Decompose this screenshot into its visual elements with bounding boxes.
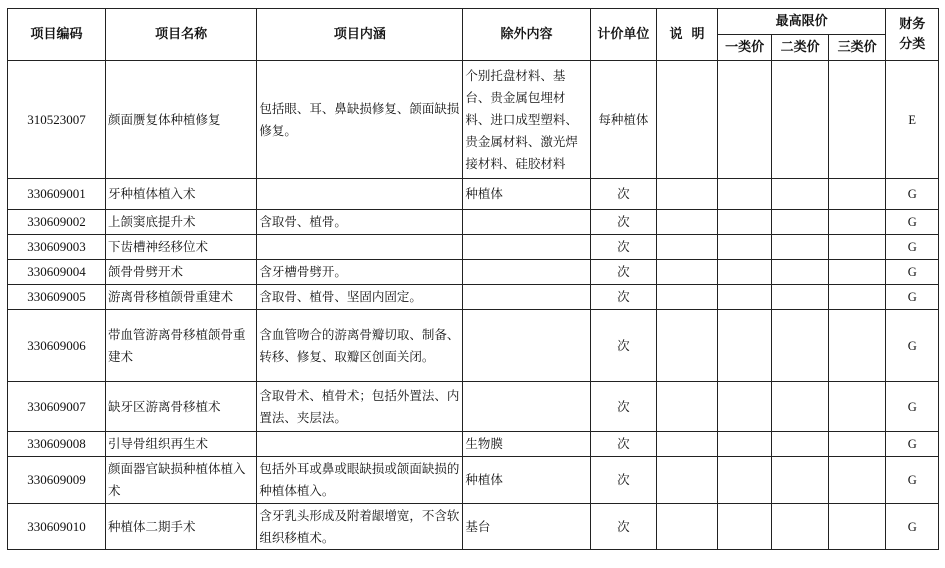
table-row: [8, 235, 939, 260]
cell-content: 含取骨、植骨、坚固内固定。: [257, 285, 463, 310]
header-class1: 一类价: [717, 35, 772, 61]
cell-code: 330609006: [8, 310, 106, 382]
cell-content: 包括外耳或鼻或眼缺损或颌面缺损的种植体植入。: [257, 457, 463, 504]
cell-note: [657, 504, 718, 550]
cell-content: [257, 179, 463, 210]
table-row: [8, 61, 939, 179]
cell-code: 330609009: [8, 457, 106, 504]
cell-class2: [772, 179, 829, 210]
cell-class3: [828, 210, 886, 235]
cell-name: 颜面赝复体种植修复: [105, 61, 256, 179]
cell-unit: 每种植体: [590, 61, 657, 179]
cell-code: 330609007: [8, 382, 106, 432]
cell-name: 上颌窦底提升术: [105, 210, 256, 235]
cell-class1: [717, 179, 772, 210]
cell-name: 种植体二期手术: [105, 504, 256, 550]
cell-name: 牙种植体植入术: [105, 179, 256, 210]
cell-unit: 次: [590, 432, 657, 457]
cell-note: [657, 457, 718, 504]
cell-code: 330609005: [8, 285, 106, 310]
cell-class2: [772, 457, 829, 504]
cell-class1: [717, 235, 772, 260]
header-name: 项目名称: [105, 9, 256, 61]
cell-name: 下齿槽神经移位术: [105, 235, 256, 260]
cell-finance: G: [886, 179, 939, 210]
cell-content: 含取骨术、植骨术；包括外置法、内置法、夹层法。: [257, 382, 463, 432]
header-note: 说 明: [657, 9, 718, 61]
cell-finance: G: [886, 382, 939, 432]
cell-class3: [828, 432, 886, 457]
cell-unit: 次: [590, 285, 657, 310]
cell-name: 颜面器官缺损种植体植入术: [105, 457, 256, 504]
cell-class1: [717, 432, 772, 457]
cell-class2: [772, 235, 829, 260]
cell-content: [257, 235, 463, 260]
cell-name: 带血管游离骨移植颌骨重建术: [105, 310, 256, 382]
cell-class3: [828, 504, 886, 550]
cell-class3: [828, 382, 886, 432]
cell-code: 330609003: [8, 235, 106, 260]
header-unit: 计价单位: [590, 9, 657, 61]
cell-unit: 次: [590, 457, 657, 504]
cell-content: 含取骨、植骨。: [257, 210, 463, 235]
cell-class3: [828, 310, 886, 382]
cell-exclusions: [463, 210, 590, 235]
cell-finance: G: [886, 260, 939, 285]
cell-finance: G: [886, 457, 939, 504]
cell-code: 310523007: [8, 61, 106, 179]
cell-unit: 次: [590, 504, 657, 550]
cell-content: [257, 432, 463, 457]
cell-class3: [828, 457, 886, 504]
header-class2: 二类价: [772, 35, 829, 61]
cell-unit: 次: [590, 260, 657, 285]
cell-unit: 次: [590, 179, 657, 210]
cell-exclusions: [463, 260, 590, 285]
cell-content: 含血管吻合的游离骨瓣切取、制备、转移、修复、取瓣区创面关闭。: [257, 310, 463, 382]
cell-name: 引导骨组织再生术: [105, 432, 256, 457]
header-finance: 财务分类: [886, 9, 939, 61]
table-row: [8, 260, 939, 285]
cell-code: 330609004: [8, 260, 106, 285]
cell-class2: [772, 61, 829, 179]
table-row: [8, 504, 939, 550]
cell-finance: G: [886, 235, 939, 260]
cell-exclusions: 个别托盘材料、基台、贵金属包埋材料、进口成型塑料、贵金属材料、激光焊接材料、硅胶材料: [463, 61, 590, 179]
cell-class1: [717, 457, 772, 504]
cell-exclusions: 种植体: [463, 179, 590, 210]
cell-note: [657, 61, 718, 179]
cell-class2: [772, 382, 829, 432]
cell-note: [657, 382, 718, 432]
header-exclusions: 除外内容: [463, 9, 590, 61]
cell-name: 游离骨移植颌骨重建术: [105, 285, 256, 310]
header-row-top: [8, 9, 939, 35]
cell-exclusions: 基台: [463, 504, 590, 550]
cell-unit: 次: [590, 382, 657, 432]
cell-class3: [828, 285, 886, 310]
table-row: [8, 310, 939, 382]
cell-class1: [717, 504, 772, 550]
cell-exclusions: [463, 382, 590, 432]
cell-content: 包括眼、耳、鼻缺损修复、颌面缺损修复。: [257, 61, 463, 179]
table-row: [8, 457, 939, 504]
cell-finance: E: [886, 61, 939, 179]
cell-finance: G: [886, 210, 939, 235]
cell-name: 缺牙区游离骨移植术: [105, 382, 256, 432]
cell-note: [657, 285, 718, 310]
cell-class2: [772, 285, 829, 310]
header-max-price: 最高限价: [717, 9, 886, 35]
cell-unit: 次: [590, 235, 657, 260]
cell-class3: [828, 61, 886, 179]
cell-note: [657, 432, 718, 457]
cell-code: 330609008: [8, 432, 106, 457]
table-row: [8, 285, 939, 310]
cell-class3: [828, 235, 886, 260]
header-code: 项目编码: [8, 9, 106, 61]
cell-code: 330609001: [8, 179, 106, 210]
cell-note: [657, 260, 718, 285]
header-class3: 三类价: [828, 35, 886, 61]
cell-finance: G: [886, 310, 939, 382]
cell-unit: 次: [590, 210, 657, 235]
cell-note: [657, 235, 718, 260]
cell-note: [657, 310, 718, 382]
cell-code: 330609002: [8, 210, 106, 235]
cell-class2: [772, 260, 829, 285]
table-row: [8, 432, 939, 457]
cell-finance: G: [886, 504, 939, 550]
table-row: [8, 179, 939, 210]
cell-finance: G: [886, 432, 939, 457]
cell-class1: [717, 61, 772, 179]
cell-unit: 次: [590, 310, 657, 382]
cell-exclusions: 生物膜: [463, 432, 590, 457]
cell-class1: [717, 310, 772, 382]
cell-class2: [772, 210, 829, 235]
cell-content: 含牙槽骨劈开。: [257, 260, 463, 285]
cell-class1: [717, 382, 772, 432]
cell-note: [657, 210, 718, 235]
cell-exclusions: [463, 310, 590, 382]
pricing-table: [7, 8, 939, 550]
header-content: 项目内涵: [257, 9, 463, 61]
cell-exclusions: 种植体: [463, 457, 590, 504]
cell-class2: [772, 432, 829, 457]
table-row: [8, 210, 939, 235]
cell-class2: [772, 310, 829, 382]
cell-finance: G: [886, 285, 939, 310]
cell-code: 330609010: [8, 504, 106, 550]
cell-note: [657, 179, 718, 210]
cell-exclusions: [463, 235, 590, 260]
cell-class1: [717, 285, 772, 310]
cell-exclusions: [463, 285, 590, 310]
cell-class1: [717, 210, 772, 235]
table-row: [8, 382, 939, 432]
cell-name: 颌骨骨劈开术: [105, 260, 256, 285]
cell-class1: [717, 260, 772, 285]
cell-content: 含牙乳头形成及附着龈增宽，不含软组织移植术。: [257, 504, 463, 550]
cell-class2: [772, 504, 829, 550]
cell-class3: [828, 260, 886, 285]
cell-class3: [828, 179, 886, 210]
